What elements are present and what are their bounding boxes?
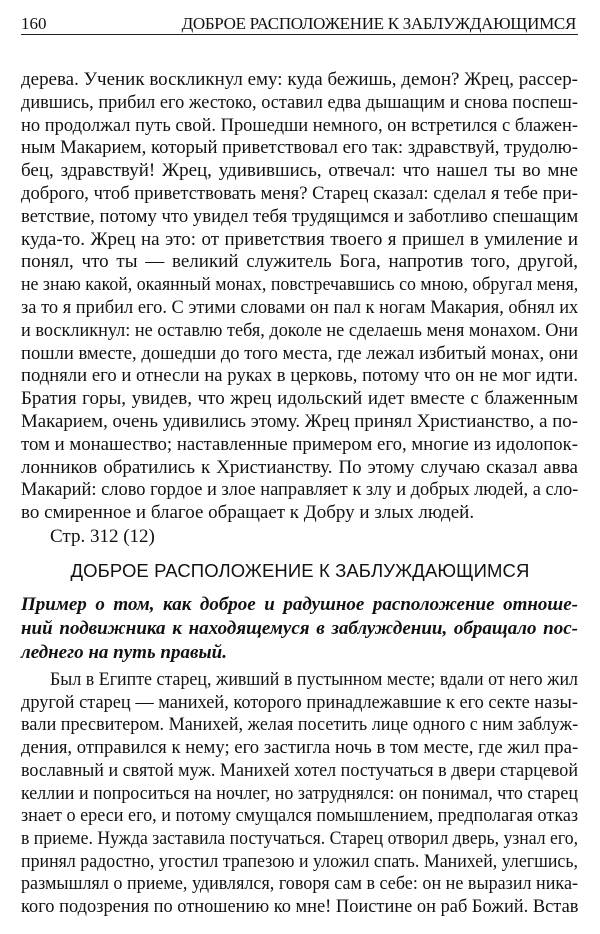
text-line: Братия горы, увидев, что жрец идольский идет вместе с блаженным — [21, 388, 578, 410]
text-line: доброго, чтоб приветствовать меня? Старец сказал: сделал я тебе при- — [21, 183, 578, 204]
text-line: бец, здравствуй! Жрец, удивившись, отвечал: что нашел ты во мне — [21, 160, 578, 182]
text-line: и воскликнул: не оставлю тебя, доколе не сделаешь меня монахом. Они — [21, 319, 579, 341]
text-line: Макарием, очень удивились этому. Жрец принял Христианство, а по- — [21, 411, 578, 432]
text-line: куда-то. Жрец на это: от приветствия твоего я пришел в умиление и — [21, 228, 578, 250]
text-line: во смиренное и благое обращает к Добру и злых людей. — [21, 502, 475, 524]
text-line: в приеме. Нужда заставила постучаться. Старец отворил дверь, узнал его, — [21, 827, 578, 849]
text-line: вали пресвитером. Манихей, желая посетить лице одного с ним заблуж- — [21, 714, 579, 736]
text-line: лонников обратились к Христианству. По этому случаю сказал авва — [21, 456, 578, 478]
page-number: 160 — [21, 14, 47, 33]
text-line: кого подозрения по отношению ко мне! Поистине он раб Божий. Встав — [21, 896, 579, 917]
text-line: но продолжал путь свой. Прошедши немного, он встретился с блажен- — [21, 114, 578, 136]
section-heading: ДОБРОЕ РАСПОЛОЖЕНИЕ К ЗАБЛУЖДАЮЩИМСЯ — [70, 560, 530, 581]
text-line: ветствие, потому что увидел тебя трудящимся и заботливо спешащим — [21, 205, 579, 227]
text-line: том и монашество; наставленные примером его, многие из идолопок- — [21, 433, 578, 455]
subtitle-line: леднего на путь правый. — [21, 642, 227, 663]
text-line: Был в Египте старец, живший в пустынном месте; вдали от него жил — [50, 669, 578, 690]
text-line: дившись, прибил его жестоко, оставил едва дышащим и снова поспеш- — [21, 91, 578, 113]
text-line: понял, что ты — великий служитель Бога, напротив того, другой, — [21, 251, 578, 273]
text-line: за то я прибил его. С этими словами он пал к ногам Макария, обнял их — [21, 297, 579, 318]
text-line: дерева. Ученик воскликнул ему: куда бежишь, демон? Жрец, рассер- — [21, 69, 578, 90]
source-reference: Стр. 312 (12) — [50, 526, 155, 547]
text-line: принял радостно, угостил трапезою и уложил спать. Манихей, улегшись, — [21, 850, 578, 872]
text-line: ным Макарием, который приветствовал его так: здравствуй, трудолю- — [21, 137, 578, 159]
text-line: пошли вместе, дошедши до того места, где лежал избитый монах, они — [21, 342, 579, 364]
text-line: не знаю какой, окаянный монах, повстречавшись со мною, обругал меня, — [21, 274, 579, 296]
running-header — [21, 12, 578, 35]
subtitle-line: Пример о том, как доброе и радушное расположение отноше- — [21, 594, 578, 615]
text-line: размышлял о приеме, удивлялся, говоря сам в себе: он не выразил ника- — [21, 873, 578, 895]
text-line: другой старец — манихей, которого принадлежавшие к его секте назы- — [21, 691, 578, 713]
text-line: Макарий: слово гордое и злое направляет к злу и добрых людей, а сло- — [21, 479, 579, 501]
subtitle-line: ний подвижника к находящемуся в заблуждении, обращало пос- — [21, 618, 578, 639]
running-title: ДОБРОЕ РАСПОЛОЖЕНИЕ К ЗАБЛУЖДАЮЩИМСЯ — [181, 14, 576, 33]
text-line: знает о ереси его, и потому смущался помышлением, предполагая отказ — [21, 805, 579, 827]
text-line: вославный и святой муж. Манихей хотел постучаться в двери старцевой — [21, 759, 578, 781]
text-line: дения, отправился к нему; его застигла ночь в том месте, где жил пра- — [21, 737, 579, 759]
text-line: подняли его и отнесли на руках в церковь, потому что он не мог идти. — [21, 365, 578, 387]
text-line: келлии и попроситься на ночлег, но затруднялся: он понимал, что старец — [21, 782, 578, 804]
